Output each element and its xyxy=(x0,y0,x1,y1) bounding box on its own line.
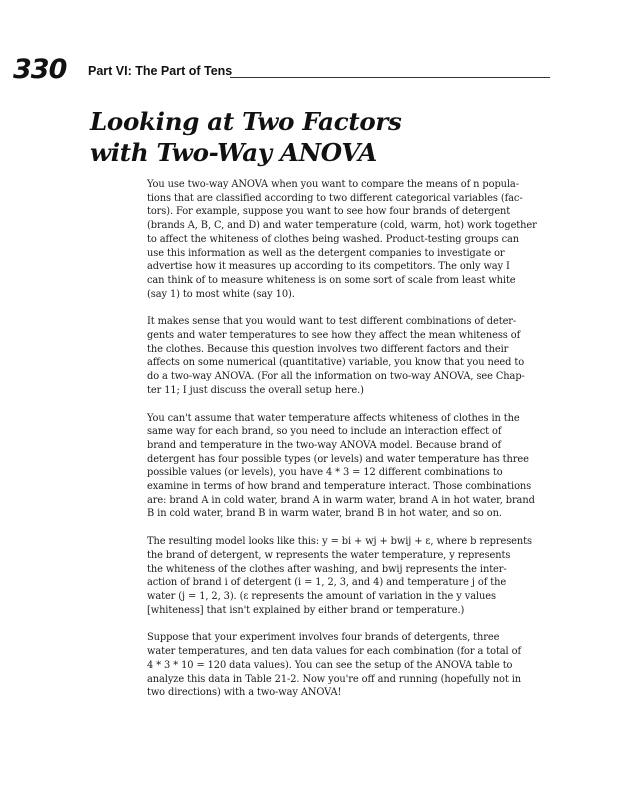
section-title xyxy=(90,106,490,168)
header-rule xyxy=(230,77,550,78)
body-text xyxy=(147,178,555,714)
paragraph-5: Suppose that your experiment involves four brands of detergents, three water temperatures, and ten data values for each combination (for a total of 4 * 3 * 10 = 120 data values). You can see the setup of the ANOVA table to analyze this data in Table 21-2. Now you're off and running (hopefully not in two directions) with a two-way ANOVA! xyxy=(147,632,522,699)
paragraph-2: It makes sense that you would want to test different combinations of deter- gents and water temperatures to see how they affect the mean whiteness of the clothes. Because this question involves two different factors and their affects on some numerical (quantitative) variable, you know that you need to do a two-way ANOVA. (For all the information on two-way ANOVA, see Chap- ter 11; I just discuss the overall setup here.) xyxy=(147,316,525,396)
page-number: 330 xyxy=(13,54,67,85)
paragraph-3: You can't assume that water temperature affects whiteness of clothes in the same way for each brand, so you need to include an interaction effect of brand and temperature in the two-way ANOVA model. Because brand of detergent has four possible types (or levels) and water temperature has three possible values (or levels), you have 4 * 3 = 12 different combinations to examine in terms of how brand and temperature interact. Those combinations are: brand A in cold water, brand A in warm water, brand A in hot water, brand B in cold water, brand B in warm water, brand B in hot water, and so on. xyxy=(147,412,535,520)
paragraph-1: You use two-way ANOVA when you want to compare the means of n popula- tions that are classified according to two different categorical variables (fac- tors). For example, suppose you want to see how four brands of detergent (brands A, B, C, and D) and water temperature (cold, warm, hot) work together to affect the whiteness of clothes being washed. Product-testing groups can use this information as well as the detergent companies to investigate or advertise how it measures up according to its competitors. The only way I can think of to measure whiteness is on some sort of scale from least white (say 1) to most white (say 10). xyxy=(147,179,537,300)
paragraph-4: The resulting model looks like this: y = bi + wj + bwij + ε, where b represents the brand of detergent, w represents the water temperature, y represents the whiteness of the clothes after washing, and bwij represents the inter- action of brand i of detergent (i = 1, 2, 3, and 4) and temperature j of the water (j = 1, 2, 3). (ε represents the amount of variation in the y values [whiteness] that isn't explained by either brand or temperature.) xyxy=(147,536,532,616)
section-title-line-2: with Two-Way ANOVA xyxy=(90,138,377,167)
section-title-line-1: Looking at Two Factors xyxy=(90,107,402,136)
running-head: Part VI: The Part of Tens xyxy=(88,64,233,78)
